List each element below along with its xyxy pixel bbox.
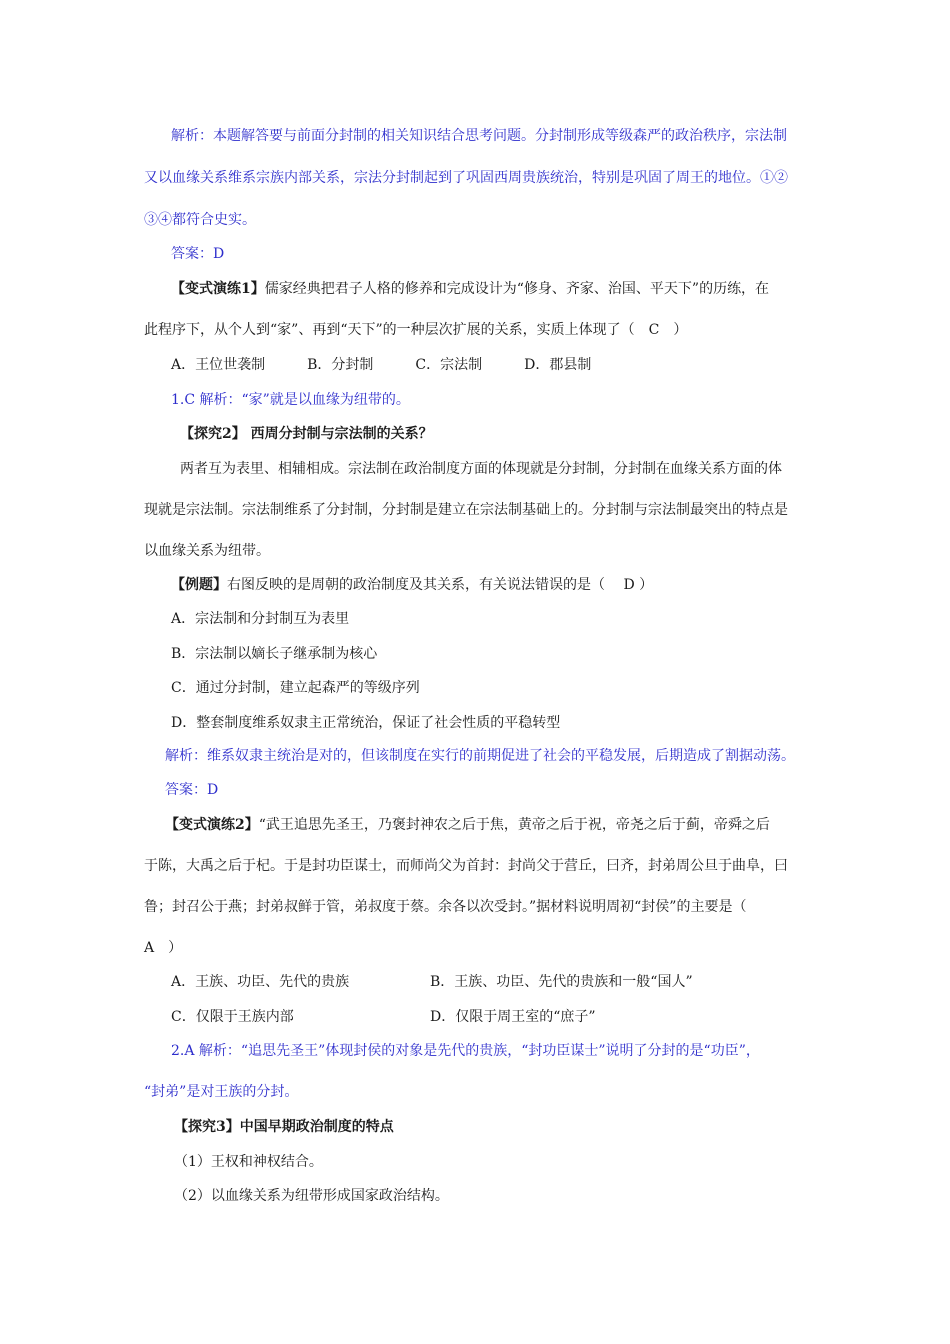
section-heading: 【探究2】 西周分封制与宗法制的关系？ — [180, 426, 433, 442]
options-row: A．王位世袭制 B．分封制 C．宗法制 D．郡县制 — [171, 357, 592, 373]
list-item: （1）王权和神权结合。 — [174, 1154, 323, 1170]
option-b: B．王族、功臣、先代的贵族和一般“国人” — [430, 974, 693, 990]
paragraph-text: 两者互为表里、相辅相成。宗法制在政治制度方面的体现就是分封制，分封制在血缘关系方面的体 — [180, 461, 782, 477]
list-item: （2）以血缘关系为纽带形成国家政治结构。 — [174, 1188, 449, 1204]
paragraph-text: 以血缘关系为纽带。 — [144, 543, 270, 559]
exercise-tag: 【变式演练2】 — [165, 817, 259, 833]
exercise-1-question — [171, 279, 769, 299]
question-text: 儒家经典把君子人格的修养和完成设计为“修身、齐家、治国、平天下”的历练，在 — [264, 281, 770, 297]
option-a: A．宗法制和分封制互为表里 — [171, 611, 350, 627]
paragraph-text: 现就是宗法制。宗法制维系了分封制，分封制是建立在宗法制基础上的。分封制与宗法制最突出的特点是 — [144, 502, 788, 518]
analysis-text: 解析：本题解答要与前面分封制的相关知识结合思考问题。分封制形成等级森严的政治秩序，宗法制 — [171, 128, 787, 144]
analysis-text: 又以血缘关系维系宗族内部关系，宗法分封制起到了巩固西周贵族统治，特别是巩固了周王的地位。①② — [144, 170, 788, 186]
question-text: A ） — [144, 940, 183, 956]
option-c: C．通过分封制，建立起森严的等级序列 — [171, 680, 420, 696]
question-text: 鲁；封召公于燕；封弟叔鲜于管，弟叔度于蔡。余各以次受封。”据材料说明周初“封侯”的主要是（ — [144, 899, 747, 915]
analysis-text: ③④都符合史实。 — [144, 212, 256, 228]
analysis-text: “封弟”是对王族的分封。 — [144, 1084, 299, 1100]
example-question — [171, 575, 653, 595]
answer-text: 答案：D — [165, 782, 219, 798]
question-text: 于陈，大禹之后于杞。于是封功臣谋士，而师尚父为首封：封尚父于营丘，曰齐，封弟周公旦于曲阜，曰 — [144, 858, 788, 874]
example-tag: 【例题】 — [171, 577, 227, 593]
analysis-text: 解析：维系奴隶主统治是对的，但该制度在实行的前期促进了社会的平稳发展，后期造成了割据动荡。 — [165, 748, 795, 764]
analysis-text: 1.C 解析：“家”就是以血缘为纽带的。 — [171, 392, 410, 408]
option-b: B．宗法制以嫡长子继承制为核心 — [171, 646, 378, 662]
question-text: 右图反映的是周朝的政治制度及其关系，有关说法错误的是（ D ） — [227, 577, 654, 593]
question-text: “武王追思先圣王，乃褒封神农之后于焦，黄帝之后于祝，帝尧之后于蓟，帝舜之后 — [258, 817, 770, 833]
section-heading: 【探究3】中国早期政治制度的特点 — [174, 1119, 394, 1135]
answer-text: 答案：D — [171, 246, 225, 262]
exercise-2-question — [165, 815, 770, 835]
analysis-text: 2.A 解析：“追思先圣王”体现封侯的对象是先代的贵族，“封功臣谋士”说明了分封的是“功臣”， — [171, 1043, 760, 1059]
exercise-tag: 【变式演练1】 — [171, 281, 265, 297]
option-a: A．王族、功臣、先代的贵族 — [171, 974, 350, 990]
option-c: C．仅限于王族内部 — [171, 1009, 294, 1025]
question-text: 此程序下，从个人到“家”、再到“天下”的一种层次扩展的关系，实质上体现了（ C ） — [144, 322, 688, 338]
option-d: D．整套制度维系奴隶主正常统治，保证了社会性质的平稳转型 — [171, 715, 561, 731]
option-d: D．仅限于周王室的“庶子” — [430, 1009, 596, 1025]
